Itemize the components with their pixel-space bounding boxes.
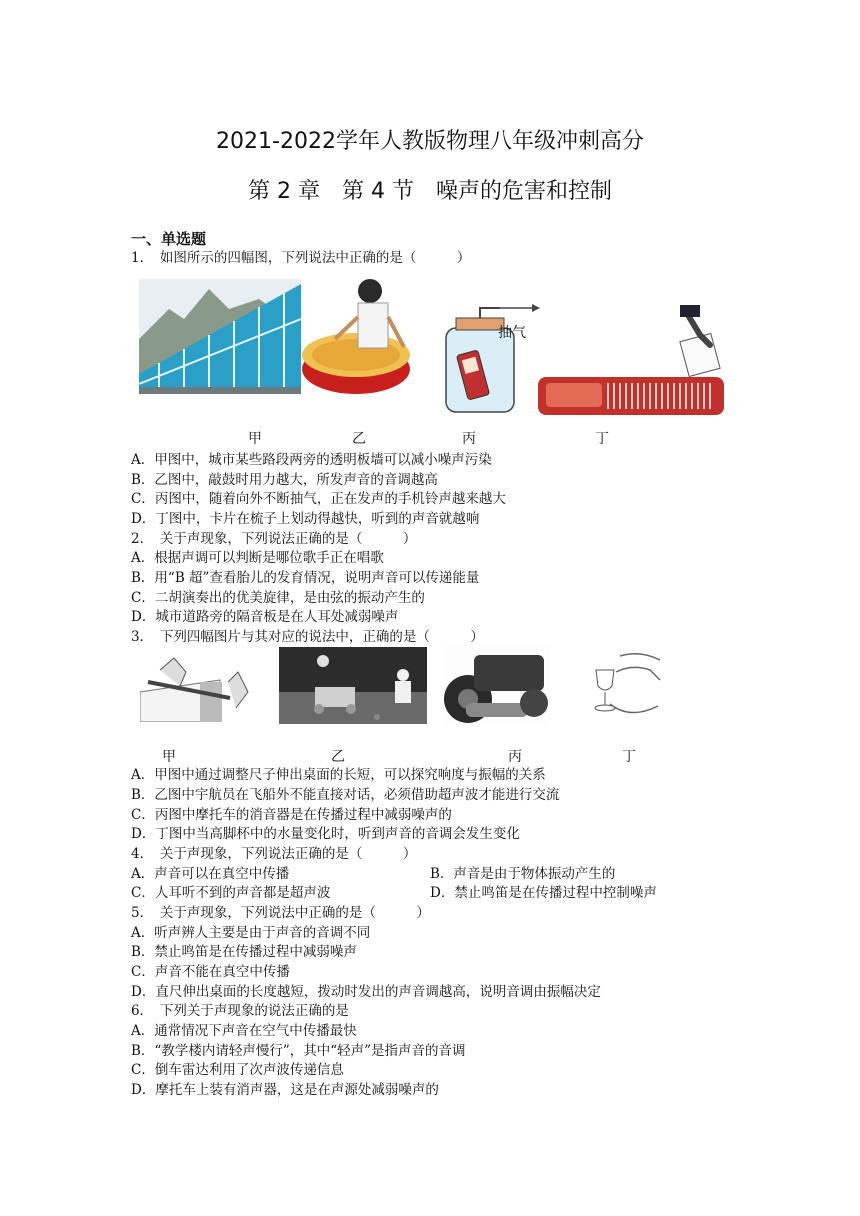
document-subtitle: 第 2 章 第 4 节 噪声的危害和控制 (248, 179, 612, 204)
q3-image-jia (140, 652, 252, 722)
q1-image-yi (300, 277, 418, 397)
q3-option-a: A．甲图中通过调整尺子伸出桌面的长短，可以探究响度与振幅的关系 (131, 767, 546, 783)
q2-option-b: B．用“B 超”查看胎儿的发育情况，说明声音可以传递能量 (131, 570, 480, 586)
q5-option-a: A．听声辨人主要是由于声音的音调不同 (131, 925, 371, 941)
q2-option-a: A．根据声调可以判断是哪位歌手正在唱歌 (131, 550, 384, 566)
q4-option-c: C．人耳听不到的声音都是超声波 (131, 885, 331, 901)
q5-option-d: D．直尺伸出桌面的长度越短，拨动时发出的声音调越高，说明音调由振幅决定 (131, 984, 601, 1000)
q3-caption-yi: 乙 (331, 749, 345, 765)
q3-image-yi (279, 647, 427, 724)
q6-option-a: A．通常情况下声音在空气中传播最快 (131, 1023, 357, 1039)
q3-caption-ding: 丁 (622, 749, 636, 765)
q1-image-bing (440, 300, 540, 415)
q3-option-c: C．丙图中摩托车的消音器是在传播过程中减弱噪声的 (131, 807, 452, 823)
q2-option-c: C．二胡演奏出的优美旋律，是由弦的振动产生的 (131, 590, 425, 606)
q1-image-jia (139, 279, 301, 394)
q4-option-a: A．声音可以在真空中传播 (131, 866, 290, 882)
q3-option-d: D．丁图中当高脚杯中的水量变化时，听到声音的音调会发生变化 (131, 826, 520, 842)
q6-option-d: D．摩托车上装有消声器，这是在声源处减弱噪声的 (131, 1082, 439, 1098)
q5-option-c: C．声音不能在真空中传播 (131, 964, 290, 980)
q6-stem: 6． 下列关于声现象的说法正确的是 (131, 1003, 349, 1019)
q1-option-a: A．甲图中，城市某些路段两旁的透明板墙可以减小噪声污染 (131, 452, 492, 468)
q3-caption-jia: 甲 (162, 749, 176, 765)
q2-option-d: D．城市道路旁的隔音板是在人耳处减弱噪声 (131, 609, 399, 625)
q1-option-b: B．乙图中，敲鼓时用力越大，所发声音的音调越高 (131, 472, 438, 488)
q5-stem: 5． 关于声现象，下列说法中正确的是（ ） (131, 905, 430, 921)
q1-caption-ding: 丁 (595, 431, 609, 447)
q1-caption-yi: 乙 (352, 431, 366, 447)
q6-option-b: B．“教学楼内请轻声慢行”，其中“轻声”是指声音的音调 (131, 1043, 466, 1059)
q4-stem: 4． 关于声现象，下列说法正确的是（ ） (131, 846, 417, 862)
q1-image-ding (538, 305, 724, 417)
q3-caption-bing: 丙 (508, 749, 522, 765)
document-title: 2021-2022学年人教版物理八年级冲刺高分 (216, 129, 644, 154)
q1-image-label-exhaust: 抽气 (498, 325, 526, 341)
q3-image-bing (444, 645, 550, 725)
q3-stem: 3． 下列四幅图片与其对应的说法中，正确的是（ ） (131, 629, 484, 645)
q1-stem: 1． 如图所示的四幅图，下列说法中正确的是（ ） (131, 250, 471, 266)
q4-option-b: B．声音是由于物体振动产生的 (430, 866, 616, 882)
q3-option-b: B．乙图中宇航员在飞船外不能直接对话，必须借助超声波才能进行交流 (131, 787, 560, 803)
q6-option-c: C．倒车雷达利用了次声波传递信息 (131, 1062, 344, 1078)
q1-option-d: D．丁图中，卡片在梳子上划动得越快，听到的声音就越响 (131, 511, 480, 527)
q1-caption-bing: 丙 (462, 431, 476, 447)
q1-caption-jia: 甲 (248, 431, 262, 447)
q4-option-d: D．禁止鸣笛是在传播过程中控制噪声 (430, 885, 657, 901)
q1-option-c: C．丙图中，随着向外不断抽气，正在发声的手机铃声越来越大 (131, 491, 506, 507)
q5-option-b: B．禁止鸣笛是在传播过程中减弱噪声 (131, 944, 357, 960)
q2-stem: 2． 关于声现象，下列说法正确的是（ ） (131, 531, 417, 547)
section-heading: 一、单选题 (131, 230, 207, 248)
q3-image-ding (580, 650, 662, 720)
